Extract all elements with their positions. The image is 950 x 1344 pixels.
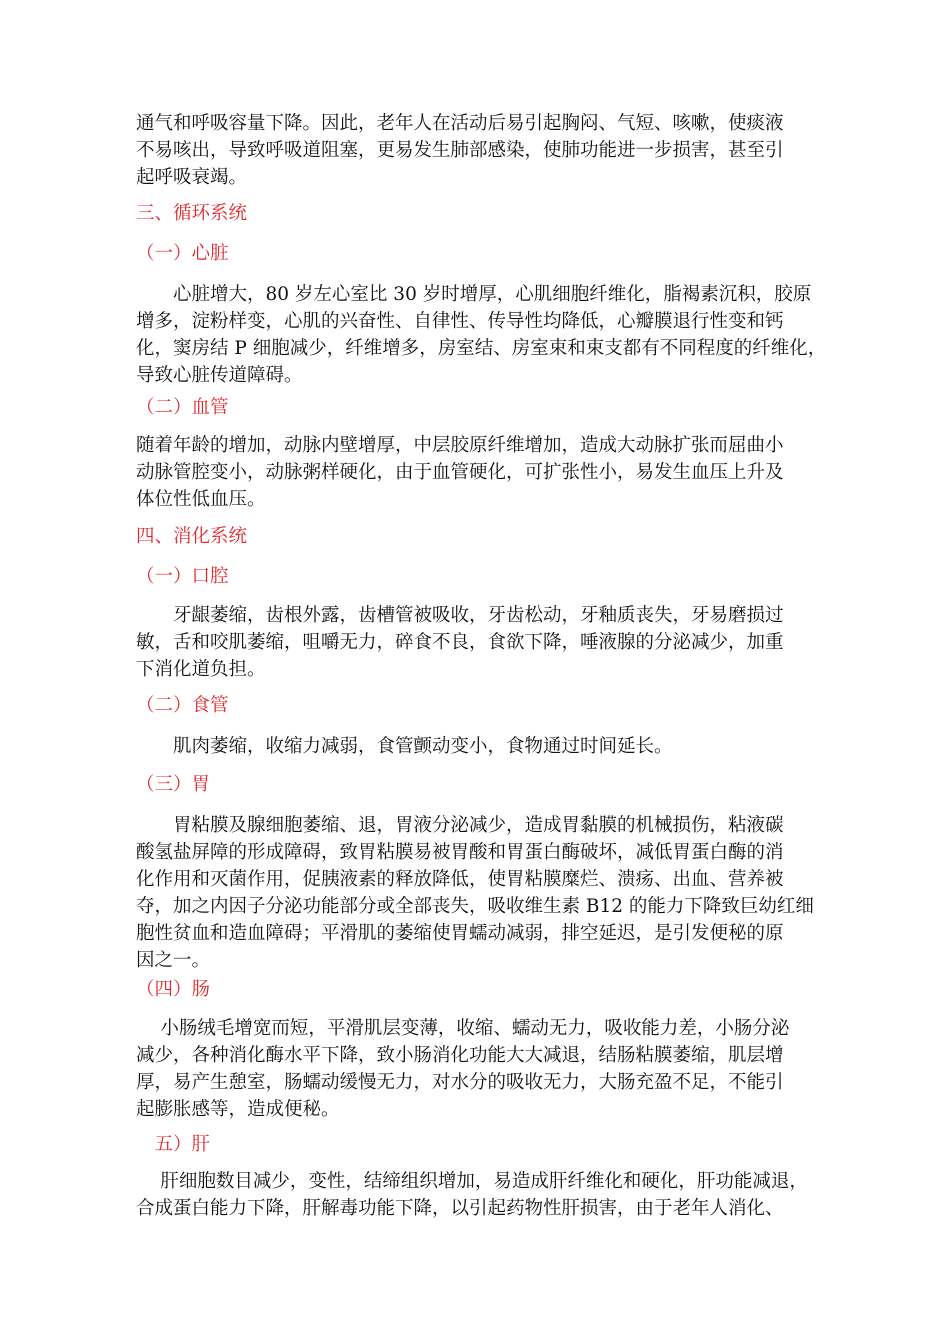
- text-line: 小肠绒毛增宽而短，平滑肌层变薄，收缩、蠕动无力，吸收能力差，小肠分泌: [136, 1018, 790, 1039]
- text-line: 肝细胞数目减少，变性，结缔组织增加，易造成肝纤维化和硬化，肝功能减退，: [136, 1171, 808, 1192]
- paragraph-vessels: [136, 432, 836, 513]
- text-line: 起膨胀感等，造成便秘。: [136, 1099, 340, 1120]
- section-heading-digestive: 四、消化系统: [136, 526, 248, 547]
- subsection-heading-mouth: （一）口腔: [136, 566, 229, 587]
- text-line: 厚，易产生憩室，肠蠕动缓慢无力，对水分的吸收无力，大肠充盈不足，不能引: [136, 1072, 784, 1093]
- section-heading-circulatory: 三、循环系统: [136, 203, 248, 224]
- text-line: 夺，加之内因子分泌功能部分或全部丧失，吸收维生素 B12 的能力下降致巨幼红细: [136, 896, 814, 917]
- text-line: 敏，舌和咬肌萎缩，咀嚼无力，碎食不良，食欲下降，唾液腺的分泌减少，加重: [136, 632, 784, 653]
- subsection-heading-intestine: （四）肠: [136, 979, 211, 1000]
- text-line: 牙龈萎缩，齿根外露，齿槽管被吸收，牙齿松动，牙釉质丧失，牙易磨损过: [136, 605, 784, 626]
- text-line: 随着年龄的增加，动脉内壁增厚，中层胶原纤维增加，造成大动脉扩张而屈曲小: [136, 435, 784, 456]
- text-line: 因之一。: [136, 950, 211, 971]
- paragraph-respiratory-end: [136, 110, 836, 191]
- text-line: 酸氢盐屏障的形成障碍，致胃粘膜易被胃酸和胃蛋白酶破坏，减低胃蛋白酶的消: [136, 842, 784, 863]
- text-line: 不易咳出，导致呼吸道阻塞，更易发生肺部感染，使肺功能进一步损害，甚至引: [136, 140, 784, 161]
- subsection-heading-vessels: （二）血管: [136, 397, 229, 418]
- paragraph-liver: [136, 1168, 836, 1222]
- subsection-heading-esophagus: （二）食管: [136, 695, 229, 716]
- subsection-heading-heart: （一）心脏: [136, 243, 229, 264]
- text-line: 动脉管腔变小，动脉粥样硬化，由于血管硬化，可扩张性小，易发生血压上升及: [136, 462, 784, 483]
- paragraph-text: [136, 733, 836, 760]
- paragraph-heart: [136, 281, 836, 389]
- paragraph-text: [136, 602, 836, 683]
- text-line: 胃粘膜及腺细胞萎缩、退，胃液分泌减少，造成胃黏膜的机械损伤，粘液碳: [136, 815, 784, 836]
- text-line: 体位性低血压。: [136, 489, 266, 510]
- text-line: 心脏增大，80 岁左心室比 30 岁时增厚，心肌细胞纤维化，脂褐素沉积，胶原: [136, 284, 812, 305]
- text-line: 增多，淀粉样变，心肌的兴奋性、自律性、传导性均降低，心瓣膜退行性变和钙: [136, 311, 784, 332]
- subsection-heading-liver: 五）肝: [136, 1134, 211, 1155]
- paragraph-text: [136, 110, 836, 191]
- subsection-heading-stomach: （三）胃: [136, 774, 211, 795]
- text-line: 合成蛋白能力下降，肝解毒功能下降，以引起药物性肝损害，由于老年人消化、: [136, 1198, 784, 1219]
- text-line: 导致心脏传道障碍。: [136, 365, 303, 386]
- text-line: 下消化道负担。: [136, 659, 266, 680]
- paragraph-text: [136, 281, 836, 389]
- text-line: 起呼吸衰竭。: [136, 167, 248, 188]
- paragraph-text: [136, 1168, 836, 1222]
- text-line: 通气和呼吸容量下降。因此，老年人在活动后易引起胸闷、气短、咳嗽，使痰液: [136, 113, 784, 134]
- paragraph-text: [136, 1015, 836, 1123]
- paragraph-mouth: [136, 602, 836, 683]
- paragraph-text: [136, 812, 836, 974]
- text-line: 胞性贫血和造血障碍；平滑肌的萎缩使胃蠕动减弱，排空延迟，是引发便秘的原: [136, 923, 784, 944]
- text-line: 化，窦房结 P 细胞减少，纤维增多，房室结、房室束和束支都有不同程度的纤维化，: [136, 338, 827, 359]
- text-line: 肌肉萎缩，收缩力减弱，食管颤动变小，食物通过时间延长。: [136, 736, 673, 757]
- text-line: 减少，各种消化酶水平下降，致小肠消化功能大大减退，结肠粘膜萎缩，肌层增: [136, 1045, 784, 1066]
- paragraph-intestine: [136, 1015, 836, 1123]
- paragraph-esophagus: [136, 733, 836, 760]
- text-line: 化作用和灭菌作用，促胰液素的释放降低，使胃粘膜糜烂、溃疡、出血、营养被: [136, 869, 784, 890]
- paragraph-text: [136, 432, 836, 513]
- paragraph-stomach: [136, 812, 836, 974]
